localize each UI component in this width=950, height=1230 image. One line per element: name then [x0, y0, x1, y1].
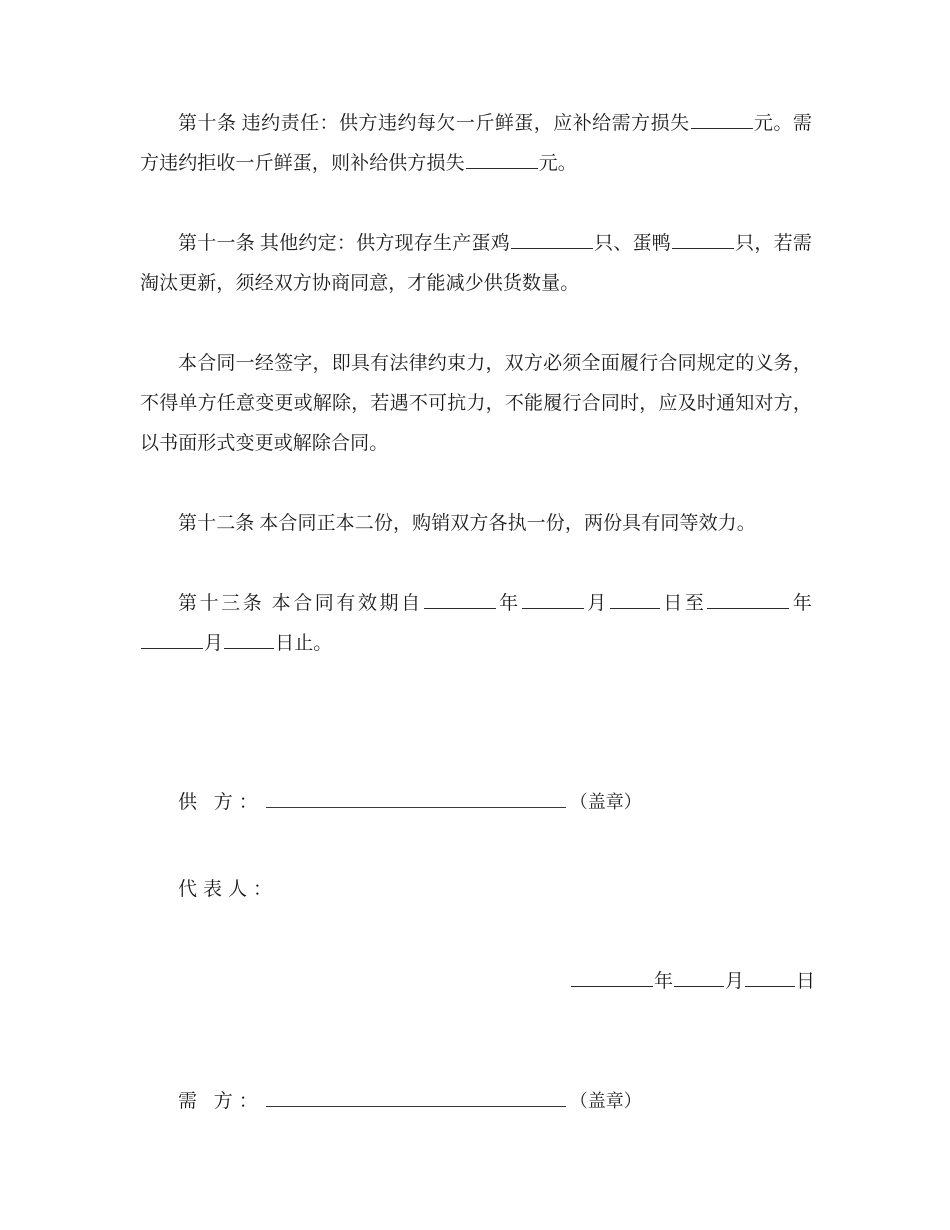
clause-13-text-1: 本合同有效期自: [271, 593, 423, 614]
date-year-unit: 年: [653, 971, 673, 992]
clause-13-blank-start-month[interactable]: [522, 591, 584, 609]
general-provision-text: 本合同一经签字，即具有法律约束力，双方必须全面履行合同规定的义务，不得单方任意变更或解除，若遇不可抗力，不能履行合同时，应及时通知对方，以书面形式变更或解除合同。: [140, 353, 812, 454]
clause-13-text-2: 年: [496, 593, 521, 614]
buyer-label: 需 方：: [178, 1091, 264, 1112]
clause-10-paragraph: [140, 104, 812, 184]
supplier-label: 供 方：: [178, 792, 264, 813]
clause-11-text-2: 只、蛋鸭: [593, 233, 672, 254]
clause-12-heading: 第十二条: [178, 513, 255, 534]
clause-12-text: 本合同正本二份，购销双方各执一份，两份具有同等效力。: [259, 513, 756, 534]
clause-13-paragraph: [140, 584, 812, 664]
clause-13-blank-end-day[interactable]: [224, 631, 274, 649]
clause-11-title: 其他约定：: [259, 233, 357, 254]
supplier-signature-line: [140, 786, 840, 819]
supplier-representative-line: [140, 874, 278, 906]
clause-10-text-1: 供方违约每欠一斤鲜蛋，应补给需方损失: [339, 113, 690, 134]
clause-10-heading: 第十条: [178, 113, 237, 134]
clause-12-paragraph: [140, 504, 812, 544]
supplier-date-line: [140, 966, 815, 998]
clause-11-text-1: 供方现存生产蛋鸡: [356, 233, 510, 254]
buyer-signature-line: [140, 1085, 840, 1118]
clause-13-blank-end-month[interactable]: [141, 631, 203, 649]
buyer-signature-block: [140, 1085, 840, 1118]
supplier-signature-block: [140, 786, 840, 819]
date-day-unit: 日: [795, 971, 815, 992]
clause-13-text-4: 日至: [660, 593, 707, 614]
supplier-signature-rule[interactable]: [266, 791, 566, 808]
general-provision-paragraph: [140, 344, 812, 464]
clause-13-blank-end-year[interactable]: [707, 591, 789, 609]
clause-13-blank-start-day[interactable]: [610, 591, 660, 609]
clause-13-text-5: 年: [790, 593, 813, 614]
clause-10-text-2: 元。需方违约拒收一斤鲜蛋，则补给供方损失: [140, 113, 812, 174]
clause-10-blank-1[interactable]: [691, 111, 753, 129]
date-month-unit: 月: [724, 971, 744, 992]
clause-13-text-3: 月: [584, 593, 609, 614]
clause-11-blank-chicken[interactable]: [511, 231, 593, 249]
clause-13-blank-start-year[interactable]: [424, 591, 496, 609]
date-blank-year[interactable]: [571, 969, 653, 987]
date-blank-day[interactable]: [745, 969, 795, 987]
clause-10-blank-2[interactable]: [466, 151, 538, 169]
buyer-signature-rule[interactable]: [266, 1090, 566, 1107]
supplier-representative-label: 代表人：: [178, 879, 279, 900]
clause-11-paragraph: [140, 224, 812, 304]
clause-13-heading: 第十三条: [178, 593, 265, 614]
supplier-seal-note: （盖章）: [569, 792, 642, 812]
clause-10-text-3: 元。: [538, 153, 577, 174]
clause-11-heading: 第十一条: [178, 233, 255, 254]
clause-11-blank-duck[interactable]: [672, 231, 734, 249]
clause-11-text-3: 只，若需淘汰更新，须经双方协商同意，才能减少供货数量。: [140, 233, 812, 294]
document-body: [140, 104, 812, 704]
clause-13-text-7: 日止。: [275, 633, 333, 654]
clause-10-title: 违约责任：: [241, 113, 340, 134]
clause-13-text-6: 月: [204, 633, 224, 654]
buyer-seal-note: （盖章）: [569, 1091, 642, 1111]
date-blank-month[interactable]: [674, 969, 724, 987]
